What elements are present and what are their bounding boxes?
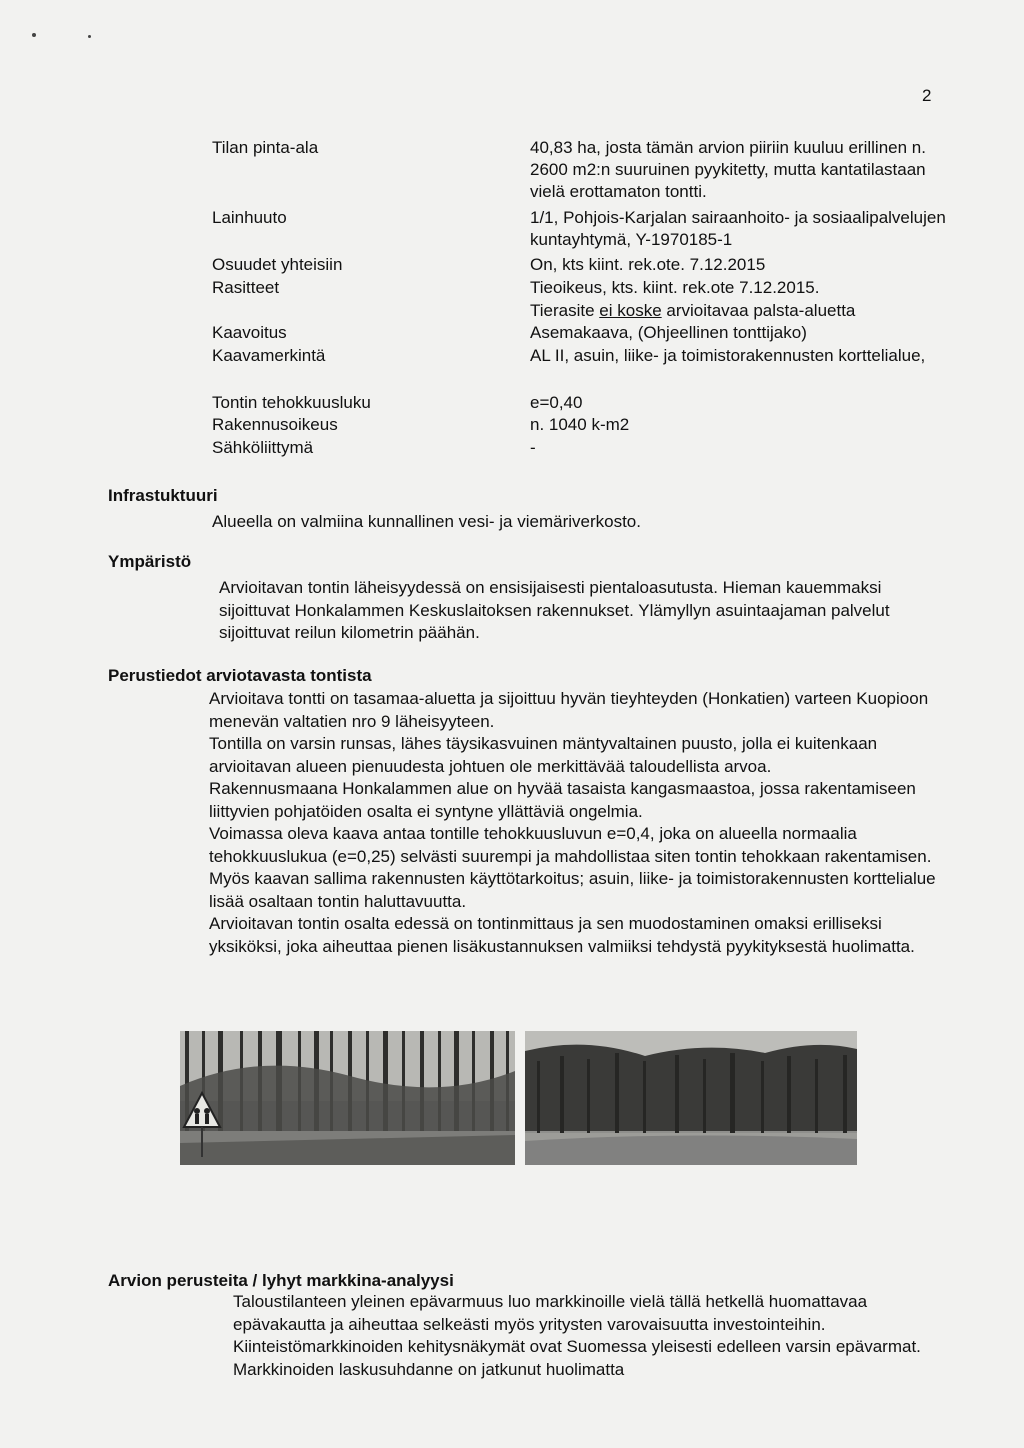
forest-photo-1-image — [180, 1031, 515, 1165]
text-environment: Arvioitavan tontin läheisyydessä on ensisijaisesti pientaloasutusta. Hieman kauemmaksi sijoittuvat Honkalammen Keskuslaitoksen rakennukset. Ylämyllyn asuintaajaman palvelut sijoittuvat reilun kilometrin päähän. — [219, 578, 890, 642]
basic-info-body — [209, 688, 939, 958]
value-rasitteet: Tieoikeus, kts. kiint. rek.ote 7.12.2015. — [530, 278, 820, 297]
value-tontin-tehokkuusluku: e=0,40 — [530, 393, 583, 412]
value-tilan-pinta-ala: 40,83 ha, josta tämän arvion piiriin kuuluu erillinen n. 2600 m2:n suuruinen pyykitetty, mutta kantatilastaan vielä erottamaton tontti. — [530, 138, 926, 201]
forest-photo-trees — [525, 1031, 857, 1165]
label-sahkoliittyma: Sähköliittymä — [212, 438, 314, 457]
label-osuudet-yhteisiin: Osuudet yhteisiin — [212, 255, 343, 274]
tierasite-underlined: ei koske — [599, 301, 662, 320]
forest-photo-with-road-sign — [180, 1031, 515, 1165]
heading-environment: Ympäristö — [108, 552, 192, 571]
value-rakennusoikeus: n. 1040 k-m2 — [530, 415, 630, 434]
tierasite-suffix: arvioitavaa palsta-aluetta — [661, 301, 856, 320]
label-lainhuuto: Lainhuuto — [212, 208, 287, 227]
value-lainhuuto: 1/1, Pohjois-Karjalan sairaanhoito- ja sosiaalipalvelujen kuntayhtymä, Y-1970185-1 — [530, 208, 946, 249]
label-tontin-tehokkuusluku: Tontin tehokkuusluku — [212, 393, 371, 412]
text-infrastructure: Alueella on valmiina kunnallinen vesi- ja viemäriverkosto. — [212, 512, 641, 531]
label-tilan-pinta-ala: Tilan pinta-ala — [212, 138, 319, 157]
page-number: 2 — [922, 86, 932, 105]
value-osuudet-yhteisiin: On, kts kiint. rek.ote. 7.12.2015 — [530, 255, 766, 274]
label-rasitteet: Rasitteet — [212, 278, 280, 297]
value-tierasite — [530, 300, 950, 322]
scan-speck — [32, 33, 36, 37]
basic-info-paragraph: Voimassa oleva kaava antaa tontille tehokkuusluvun e=0,4, joka on alueella normaalia tehokkuuslukua (e=0,25) selvästi suurempi ja mahdollistaa siten tontin tehokkaan rakentamisen. Myös kaavan sallima rakennusten käyttötarkoitus; asuin, liike- ja toimistorakennusten korttelialue lisää osaltaan tontin haluttavuutta. — [209, 824, 936, 911]
heading-basic-info: Perustiedot arviotavasta tontista — [108, 666, 372, 685]
label-rakennusoikeus: Rakennusoikeus — [212, 415, 338, 434]
scan-speck — [88, 35, 91, 38]
value-sahkoliittyma: - — [530, 438, 536, 457]
label-kaavamerkinta: Kaavamerkintä — [212, 346, 326, 365]
value-kaavoitus: Asemakaava, (Ohjeellinen tonttijako) — [530, 323, 807, 342]
basic-info-paragraph: Arvioitavan tontin osalta edessä on tontinmittaus ja sen muodostaminen omaksi erilliseksi yksiköksi, joka aiheuttaa pienen lisäkustannuksen valmiiksi tehdystä pyykityksestä huolimatta. — [209, 914, 915, 956]
heading-infrastructure: Infrastuktuuri — [108, 486, 218, 505]
heading-market-analysis: Arvion perusteita / lyhyt markkina-analyysi — [108, 1271, 454, 1290]
label-kaavoitus: Kaavoitus — [212, 323, 287, 342]
forest-photo-2-image — [525, 1031, 857, 1165]
basic-info-paragraph: Arvioitava tontti on tasamaa-aluetta ja sijoittuu hyvän tieyhteyden (Honkatien) varteen Kuopioon menevän valtatien nro 9 läheisyyteen. — [209, 689, 929, 731]
basic-info-paragraph: Tontilla on varsin runsas, lähes täysikasvuinen mäntyvaltainen puusto, jolla ei kuitenkaan arvioitavan alueen pienuudesta johtuen ole merkittävää taloudellista arvoa. — [209, 734, 878, 776]
basic-info-paragraph: Rakennusmaana Honkalammen alue on hyvää tasaista kangasmaastoa, jossa rakentamiseen liittyvien pohjatöiden osalta ei syntyne yllättäviä ongelmia. — [209, 779, 916, 821]
tierasite-prefix: Tierasite — [530, 301, 600, 320]
text-market-analysis: Taloustilanteen yleinen epävarmuus luo markkinoille vielä tällä hetkellä huomattavaa epävakautta ja aiheuttaa selkeästi myös yritysten varovaisuutta investointeihin. Kiinteistömarkkinoiden kehitysnäkymät ovat Suomessa yleisesti edelleen varsin epävarmat. Markkinoiden laskusuhdanne on jatkunut huolimatta — [233, 1292, 921, 1379]
value-kaavamerkinta: AL II, asuin, liike- ja toimistorakennusten korttelialue, — [530, 346, 926, 365]
